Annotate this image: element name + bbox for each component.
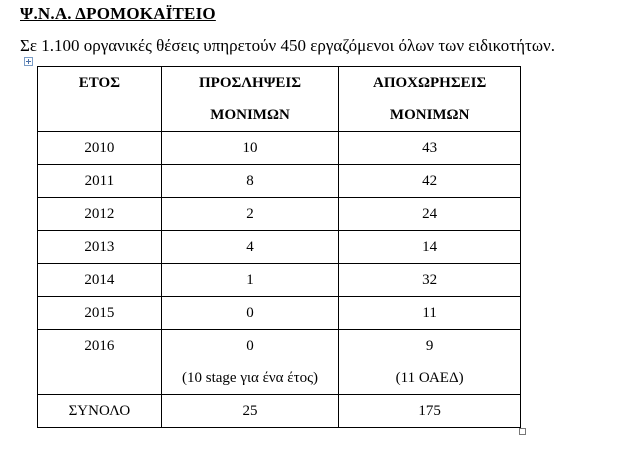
cell-year: 2012 xyxy=(38,198,162,231)
table-resize-handle-icon[interactable] xyxy=(519,428,526,435)
table-row xyxy=(38,231,521,264)
hires-note: (10 stage για ένα έτος) xyxy=(182,370,319,386)
cell-retirements: 43 xyxy=(339,132,521,165)
cell-year: 2015 xyxy=(38,297,162,330)
header-year: ΕΤΟΣ xyxy=(38,67,162,132)
cell-year: 2014 xyxy=(38,264,162,297)
table-move-handle-icon[interactable] xyxy=(24,57,33,66)
cell-hires: 2 xyxy=(161,198,339,231)
cell-year: 2013 xyxy=(38,231,162,264)
cell-retirements: 11 xyxy=(339,297,521,330)
table-row xyxy=(38,330,521,395)
total-hires: 25 xyxy=(161,395,339,428)
table-row xyxy=(38,132,521,165)
cell-hires: 0 xyxy=(161,297,339,330)
cell-year: 2011 xyxy=(38,165,162,198)
cell-year: 2016 xyxy=(38,330,162,395)
intro-paragraph: Σε 1.100 οργανικές θέσεις υπηρετούν 450 εργαζόμενοι όλων των ειδικοτήτων. xyxy=(20,36,555,55)
cell-retirements: 14 xyxy=(339,231,521,264)
header-retirements: ΑΠΟΧΩΡΗΣΕΙΣ ΜΟΝΙΜΩΝ xyxy=(339,67,521,132)
cell-retirements: 32 xyxy=(339,264,521,297)
cell-hires: 4 xyxy=(161,231,339,264)
header-hires: ΠΡΟΣΛΗΨΕΙΣ ΜΟΝΙΜΩΝ xyxy=(161,67,339,132)
table-total-row xyxy=(38,395,521,428)
staff-table xyxy=(37,66,521,428)
document-title: Ψ.Ν.Α. ΔΡΟΜΟΚΑΪΤΕΙΟ xyxy=(20,4,216,23)
table-row xyxy=(38,165,521,198)
cell-hires: 0 (10 stage για ένα έτος) xyxy=(161,330,339,395)
cell-retirements: 9 (11 ΟΑΕΔ) xyxy=(339,330,521,395)
cell-retirements: 24 xyxy=(339,198,521,231)
table-row xyxy=(38,264,521,297)
total-label: ΣΥΝΟΛΟ xyxy=(38,395,162,428)
table-row xyxy=(38,297,521,330)
cell-retirements: 42 xyxy=(339,165,521,198)
cell-hires: 1 xyxy=(161,264,339,297)
cell-year: 2010 xyxy=(38,132,162,165)
table-row xyxy=(38,198,521,231)
cell-hires: 10 xyxy=(161,132,339,165)
cell-hires: 8 xyxy=(161,165,339,198)
table-header-row xyxy=(38,67,521,132)
total-retirements: 175 xyxy=(339,395,521,428)
retirements-note: (11 ΟΑΕΔ) xyxy=(395,370,464,386)
